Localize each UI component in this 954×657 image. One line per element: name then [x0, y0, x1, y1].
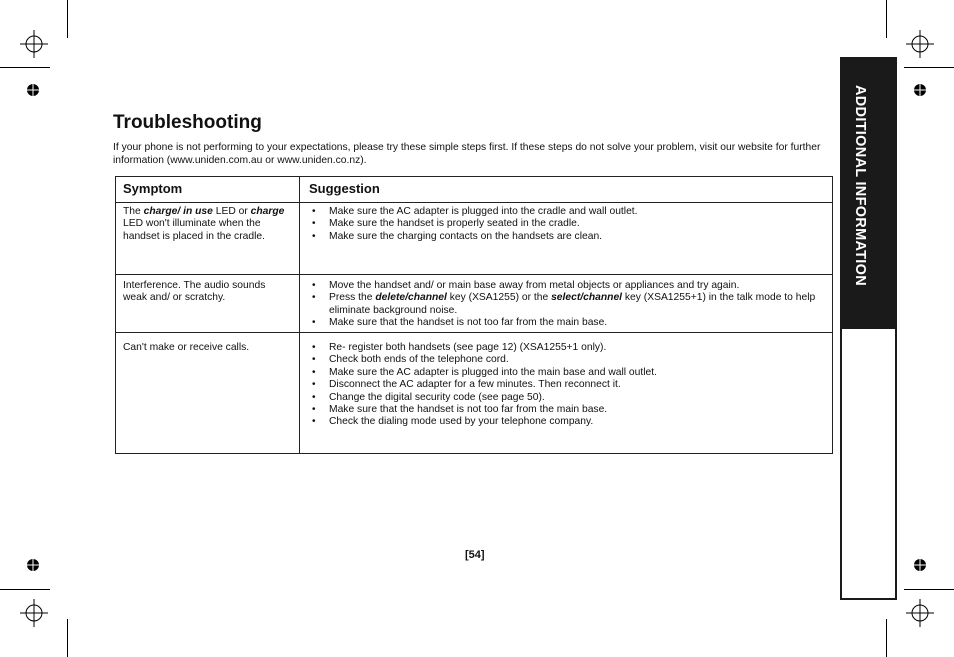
- suggestion-item: • Make sure the AC adapter is plugged into the cradle and wall outlet.: [312, 206, 832, 218]
- crop-line: [886, 0, 887, 38]
- suggestion-list: [312, 342, 832, 429]
- suggestion-list: [312, 206, 832, 243]
- suggestion-item: • Make sure the handset is properly seated in the cradle.: [312, 218, 832, 230]
- suggestion-item: • Make sure the charging contacts on the handsets are clean.: [312, 231, 832, 243]
- target-dot-icon: [913, 83, 927, 97]
- crop-line: [0, 67, 50, 68]
- key-name: charge: [250, 206, 285, 217]
- crop-line: [67, 619, 68, 657]
- suggestion-cell: [312, 206, 832, 243]
- crop-line: [904, 67, 954, 68]
- registration-mark-icon: [20, 30, 48, 58]
- registration-mark-icon: [20, 599, 48, 627]
- key-name: charge/ in use: [143, 206, 213, 217]
- suggestion-item: • Make sure that the handset is not too far from the main base.: [312, 404, 832, 416]
- symptom-cell: Can't make or receive calls.: [123, 342, 250, 353]
- header-symptom: Symptom: [123, 181, 183, 196]
- target-dot-icon: [26, 558, 40, 572]
- intro-paragraph: If your phone is not performing to your expectations, please try these simple steps first. If these steps do not solve your problem, visit our website for further information (www.uniden.com.au or www.uniden.co.nz).: [113, 142, 821, 166]
- crop-line: [0, 589, 50, 590]
- page-number: [54]: [465, 549, 485, 561]
- page-title: Troubleshooting: [113, 112, 262, 133]
- crop-line: [67, 0, 68, 38]
- section-side-tab-fill: [842, 59, 895, 329]
- row-divider: [116, 202, 832, 203]
- suggestion-item: • Check both ends of the telephone cord.: [312, 354, 832, 366]
- suggestion-item: • Move the handset and/ or main base away from metal objects or appliances and try again.: [312, 280, 832, 292]
- suggestion-item: • Make sure that the handset is not too far from the main base.: [312, 317, 832, 329]
- suggestion-cell: [312, 342, 832, 429]
- target-dot-icon: [913, 558, 927, 572]
- crop-line: [886, 619, 887, 657]
- suggestion-item: • Change the digital security code (see page 50).: [312, 392, 832, 404]
- registration-mark-icon: [906, 599, 934, 627]
- key-name: select/channel: [551, 292, 623, 304]
- crop-line: [904, 589, 954, 590]
- troubleshooting-table: [115, 176, 833, 454]
- suggestion-cell: [312, 280, 832, 330]
- symptom-cell: Interference. The audio sounds weak and/ or scratchy.: [123, 280, 266, 304]
- symptom-cell: The charge/ in use LED or charge LED won't illuminate when the handset is placed in the cradle.: [123, 206, 285, 242]
- suggestion-list: [312, 280, 832, 330]
- suggestion-item: • Check the dialing mode used by your telephone company.: [312, 416, 832, 428]
- suggestion-item: • Re- register both handsets (see page 12) (XSA1255+1 only).: [312, 342, 832, 354]
- registration-mark-icon: [906, 30, 934, 58]
- suggestion-item: • Disconnect the AC adapter for a few minutes. Then reconnect it.: [312, 379, 832, 391]
- suggestion-item: • Press the delete/channel key (XSA1255) or the select/channel key (XSA1255+1) in the talk mode to help eliminate background noise.: [312, 292, 832, 317]
- target-dot-icon: [26, 83, 40, 97]
- row-divider: [116, 332, 832, 333]
- row-divider: [116, 274, 832, 275]
- section-side-tab: [840, 57, 897, 600]
- key-name: delete/channel: [375, 292, 447, 304]
- header-suggestion: Suggestion: [309, 181, 380, 196]
- suggestion-item: • Make sure the AC adapter is plugged into the main base and wall outlet.: [312, 367, 832, 379]
- section-side-tab-label: ADDITIONAL INFORMATION: [852, 85, 868, 286]
- column-divider: [299, 177, 300, 453]
